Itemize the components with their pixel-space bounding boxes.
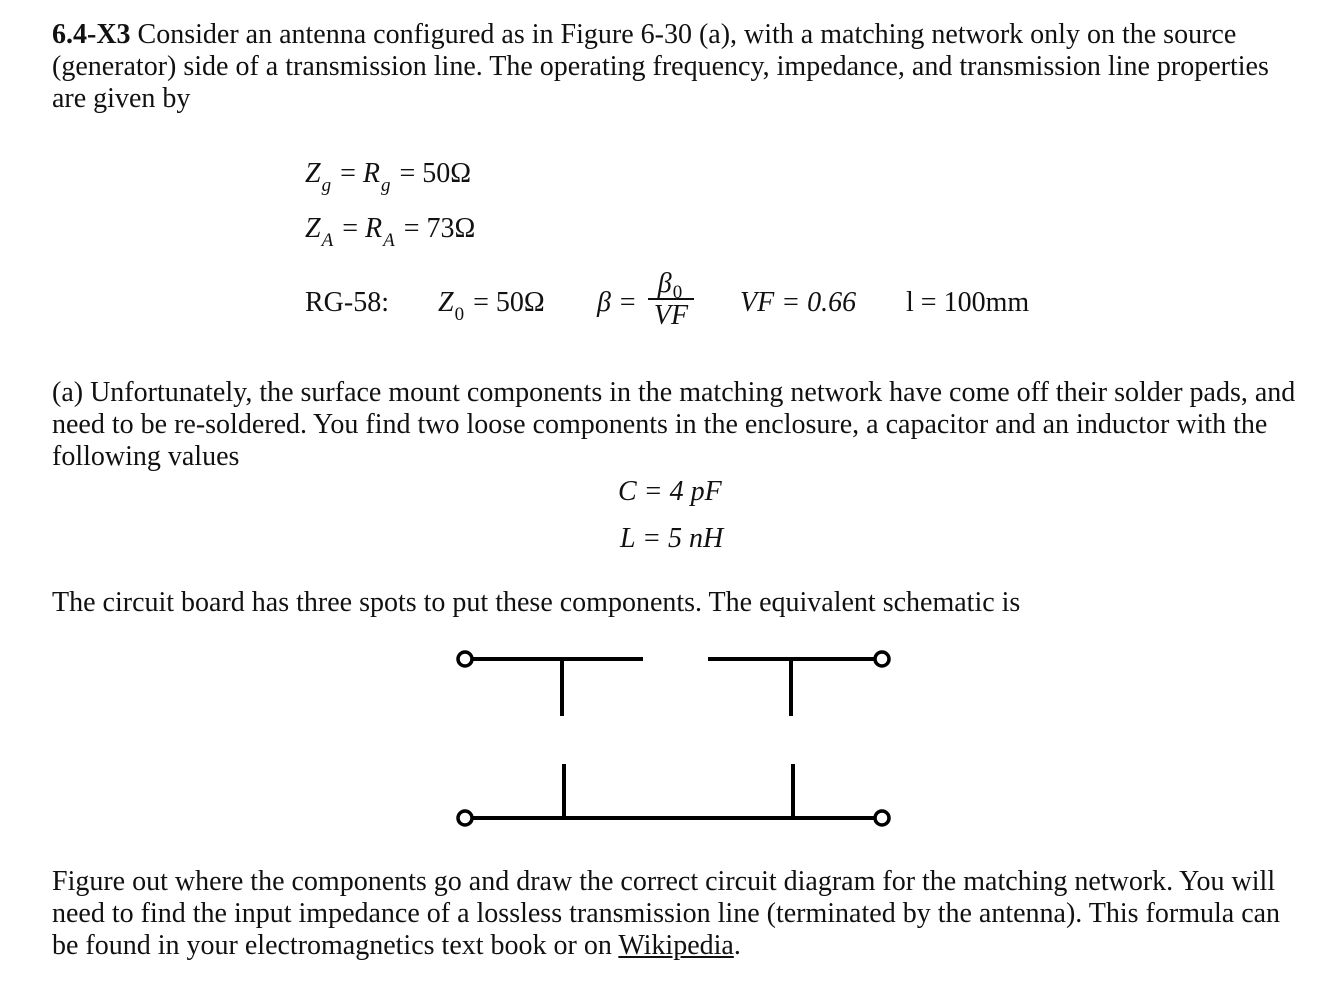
- part-a-text: (a) Unfortunately, the surface mount components in the matching network have come off their solder pads, and need to be re-soldered. You find two loose components in the enclosure, a capacitor and an inductor with the following values: [52, 377, 1296, 472]
- eq-zg-symbol: Z: [305, 158, 321, 189]
- eq-ra-sub: A: [383, 230, 395, 251]
- eq-za-symbol: Z: [305, 213, 321, 244]
- beta-fraction-denominator: VF: [653, 300, 689, 331]
- terminal-bottom-left[interactable]: [458, 811, 472, 825]
- capacitor-value: C = 4 pF: [618, 476, 722, 507]
- eq-za-sub: A: [321, 230, 334, 251]
- eq-rg-symbol: R: [362, 158, 380, 189]
- problem-intro-text: Consider an antenna configured as in Figure 6-30 (a), with a matching network only on the source (generator) side of a transmission line. The operating frequency, impedance, and transmission line properties are given by: [52, 19, 1269, 114]
- eq-z0-symbol: Z: [438, 287, 454, 318]
- terminal-top-right[interactable]: [875, 652, 889, 666]
- beta0-sub: 0: [672, 282, 683, 303]
- closing-end: .: [733, 930, 741, 961]
- closing-text: Figure out where the components go and draw the correct circuit diagram for the matching network. You will need to find the input impedance of a lossless transmission line (terminated by the antenna). This formula can be found in your electromagnetics text book or on: [52, 866, 1281, 961]
- eq-rg-sub: g: [380, 175, 391, 196]
- eq-z0-value: = 50Ω: [473, 287, 545, 318]
- eq-ra-symbol: R: [364, 213, 383, 244]
- terminal-top-left[interactable]: [458, 652, 472, 666]
- problem-number: 6.4-X3: [52, 19, 131, 50]
- eq-zg-sub: g: [321, 175, 332, 196]
- eq-za-equals: =: [342, 213, 358, 244]
- eq-zg-value: = 50Ω: [399, 158, 472, 189]
- eq-zg-equals: =: [340, 158, 356, 189]
- beta0-symbol: β: [657, 268, 672, 299]
- eq-za-value: = 73Ω: [403, 213, 476, 244]
- eq-z0-sub: 0: [454, 304, 465, 325]
- inductor-value: L = 5 nH: [620, 523, 724, 554]
- equation-vf: VF = 0.66: [740, 287, 857, 318]
- rg58-label: RG-58:: [305, 287, 389, 318]
- schematic-intro: The circuit board has three spots to put these components. The equivalent schematic is: [52, 587, 1021, 618]
- terminal-bottom-right[interactable]: [875, 811, 889, 825]
- wikipedia-link[interactable]: Wikipedia: [618, 930, 734, 961]
- equation-length: l = 100mm: [906, 287, 1030, 318]
- closing-paragraph: [52, 866, 1292, 962]
- eq-beta-text: β =: [597, 287, 637, 318]
